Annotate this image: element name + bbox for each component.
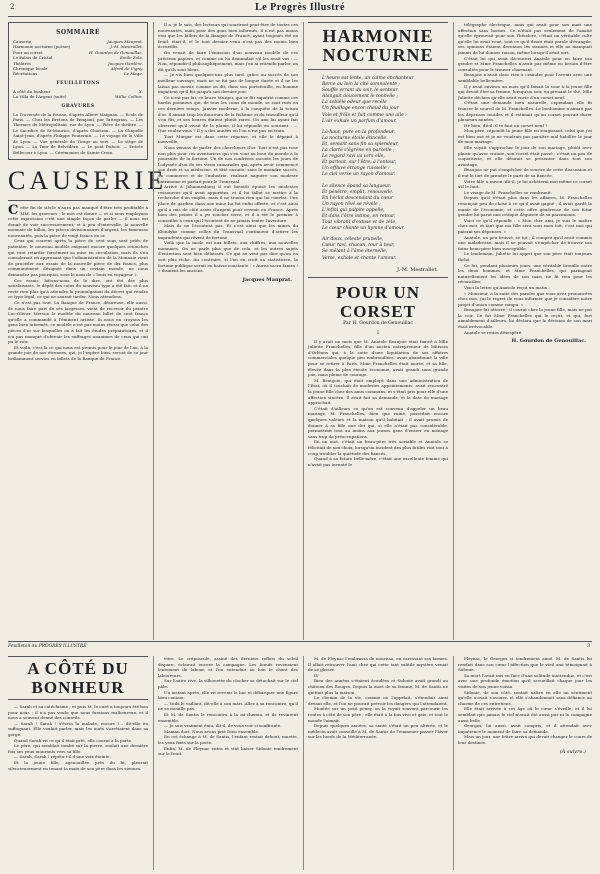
feuilleton-paragraph: Montée sur un petit poney, on la voyait souvent parcourir les routes à côté de son père ; elle était à la fois vive et gaie, et tout le monde l'aimait. xyxy=(308,706,448,723)
poem-line: Et partout, sur l'être, à l'entour, xyxy=(322,160,397,166)
feuilleton-paragraph: Sidonie, de son côté, sentait naître en elle un sentiment qu'elle n'osait s'avouer, et elle s'abandonnait sans défiance au charme de ces entretiens. xyxy=(458,689,592,706)
article-paragraph: C'était d'ailleurs ce qu'on est convenu d'appeler un beau mariage. M. Franchelles, bien que ruiné, possédait encore quelques valeurs et la maison qu'il habitait ; il avait promis de donner à sa fille une dot qui, si elle n'était pas considérable, permettrait tout au moins aux jeunes gens d'entrer en ménage sans trop de préoccupations. xyxy=(308,405,448,439)
feuilleton-paragraph: Sa mort l'avait mis en face d'une solitude inattendue, et c'est avec une profonde émotion qu'il accueillait chaque jour les visites de son jeune voisin. xyxy=(458,672,592,689)
section-rule xyxy=(308,277,448,278)
article-paragraph: télégraphe électrique, mais qui avait pour son mari une affection sans bornes. Ce n'était pas seulement de l'amitié qu'elle éprouvait pour son Théodore, c'était un véritable culte qu'elle lui avait voué, tout ce qu'il disait était parole d'évangile, ses opinions étaient devenues les siennes et elle ne manquait jamais de lui donner raison, même lorsqu'il avait tort. xyxy=(458,22,592,55)
poem-line: Vole et frôle et fuit comme une aile : xyxy=(322,112,407,118)
poem-stanza xyxy=(322,76,448,125)
feuilleton-title: A CÔTÉ DU BONHEUR xyxy=(27,659,129,697)
poem-line: Berce au loin la cité somnolente ; xyxy=(322,82,400,88)
feuilleton-to-be-continued: (À suivre.) xyxy=(559,748,586,755)
article-paragraph: Le lendemain, Juliette lui apprit que son père était toujours fâché. xyxy=(458,251,592,262)
feuilleton-text-3 xyxy=(308,656,448,740)
feuilleton-paragraph: Le père, qui semblait tombé sur la pierre, roulait une dernière fois ses yeux mourants vers sa fille. xyxy=(8,743,148,754)
page-number: 2 xyxy=(10,3,15,11)
poem-stanza xyxy=(322,237,448,261)
toc-row xyxy=(13,94,143,99)
feuilletons-list xyxy=(13,89,143,100)
feuilleton-paragraph: Elle était arrivée à cet âge où le cœur s'éveille, et il lui semblait que jamais le ciel n'avait été aussi pur ni la campagne aussi belle. xyxy=(458,706,592,723)
gravures-text: La Traversée de la Prusse, d'après Albert Maignan. — Ecole de Paris. — Chez les Bretons de Pempoul, par Tattegrain. — Les Thermes du Métropolitain, rue de Lyon. — Pièce de théâtre. — Le Sacrifice de St-Maurice, d'après Chartran. — La Chapelle Saint-Jean, d'après Philippe Pouterain. — Le voyage de la Ville de Lyon. — Vue générale du Tirage au sort. — Le siège de Lyon. — La Tour de Belvédère. — Le pont Dubois. — Entrée Bellecour à Lyon. — Cérémonies de Sainte-Croix. xyxy=(13,111,143,155)
feuilleton-paragraph: Quand Sarah vit ce qu'il était prêt, elle courut à la porte. xyxy=(14,737,133,743)
feuilleton-paragraph: Fleynac, le Georges si tendrement aimé. M. de Santis lui rendait dans son cœur l'affection que le vieil ami témoignait à Sidonie. xyxy=(458,656,592,673)
poem-line: L'infini qui palpite appelle, xyxy=(322,207,385,213)
article-paragraph: Mais ils ne l'écoutent pas. Et c'est ainsi que les mines du Klondyke comme celles du Transvaal continuent d'attirer les imprudents qui rêvent de fortune. xyxy=(158,223,298,240)
feuilleton-text-2 xyxy=(158,656,298,757)
feuilleton-paragraph: Et la jeune fille, agenouillée près du lit, pleurait silencieusement en tenant la main de son père dans les siennes. xyxy=(8,759,148,771)
feuilleton-header xyxy=(8,644,592,654)
column-divider xyxy=(303,22,304,640)
sommaire-title: SOMMAIRE xyxy=(56,29,100,36)
poem-line: Souffle errant du soir, le senteur xyxy=(322,88,398,94)
corset-signature: H. Gourdon de Genouillac. xyxy=(511,338,586,345)
harmonie-signature: J.-M. Mestrallet. xyxy=(397,266,438,273)
poem-stanza xyxy=(322,130,448,179)
poem-line: L'heure est lente, un calme enchanteur xyxy=(322,76,414,81)
poem-stanza xyxy=(322,184,448,233)
poem-line: La clarté s'égrène en parcelle ; xyxy=(322,148,395,154)
poem-line: L'air exhale un parfum d'amour. xyxy=(322,118,397,124)
column-3 xyxy=(308,22,448,467)
poem-line: Un effluve étrange ruisselle : xyxy=(322,166,390,172)
toc-row xyxy=(13,71,143,76)
feuilleton-text-4 xyxy=(458,656,592,746)
feuilleton-paragraph: — Sarah et sa catéchisme ; et puis M. le curé a toujours été bon pour nous ; il n'a pas voulu que nous fussions malheureux, et il nous a souvent donné des conseils. xyxy=(8,704,148,721)
page-header xyxy=(8,2,592,17)
causerie-continuation xyxy=(158,22,298,274)
causerie-para-3: Ce n'est pas tout. La Banque de France, désireuse, elle aussi, de nous faire part de ses largesses, vient de recevoir du peintre Luc-Olivier Merson le modèle du nouveau billet de cent francs qu'elle a commandé à l'éminent artiste. Si nous en croyons les gens bien informés, ce modèle n'est pas moins réussi que celui des pièces d'or sur lesquelles on a fait les études préparatoires, et il n'a pas manqué d'obtenir les suffrages unanimes de ceux qui ont pu le voir. xyxy=(8,300,148,345)
causerie-para-4: Et voilà, c'est là ce qui nous est promis pour le jour de l'an, à la grande joie de nos étrennes, qui, je l'espère bien, seront de ce jour brillamment servies en billets de la Banque de France. xyxy=(8,344,148,361)
corset-byline: Par H. Gourdon de Genouillac xyxy=(343,320,413,326)
poem-line: Alanguit doucement le tonnelle ; xyxy=(322,94,399,100)
poem-line: Le regard ravi va vers elle, xyxy=(322,154,385,160)
article-paragraph: Depuis qu'il n'était plus dans les affaires, M. Franchelles renonçait peu de chose à ce qu'il avait gagné ; il avait gardé la manie de l'économie, et cette offre généreuse de son futur gendre lui parut une critique déguisée de sa parcimonie. xyxy=(458,195,592,218)
toc-entry-title: Pour un corset xyxy=(13,49,43,55)
article-paragraph: Anatole, un peu froissé, se tut ; il comprit qu'il avait commis une maladresse, mais il ne pouvait s'empêcher de trouver son futur beau-père bien susceptible. xyxy=(458,234,592,251)
column-divider xyxy=(453,22,454,640)
feuilleton-paragraph: Depuis quelques années, sa santé s'était un peu altérée, et le médecin avait conseillé à M. de Santis de l'emmener passer l'hiver sur les bords de la Méditerranée. xyxy=(308,723,448,740)
article-paragraph: Ce n'est pas lui, ce brave Murger, qui se fût expatrié comme ces hardis pionniers qui, de tous les coins du monde, se sont rués en ces derniers temps, Janvier moderne, à la conquête de la toison d'or. Il aimait trop les douceurs de la Bohème et du travailleur qu'il s'en fût, et ses heures étaient plutôt rares. Un ami lui ayant fait observer qu'il vivait de la plume, il lui répondit en souriant : — Que voulez-vous ? Il y a des années où l'on n'est pas en train. xyxy=(158,94,298,134)
article-paragraph: — Je vis bien quelques-uns plus tard, grâce au succès de son meilleur ouvrage, mais ne se fut pas de longue durée et il ne les laissa pas moisir, comme on dit, dans son portefeuille, en homme impatient qu'il fut jusqu'à son dernier jour. xyxy=(158,72,298,95)
corset-continuation xyxy=(458,22,592,335)
feuilleton-paragraph: — Je suis vraiment ému, dit-il, de vous voir si souffrante. xyxy=(164,723,282,729)
corset-title: POUR UN CORSET xyxy=(336,282,420,321)
sommaire-box xyxy=(8,22,148,160)
column-4 xyxy=(458,22,592,346)
toc-entry-title: A côté du bonheur xyxy=(13,88,51,94)
causerie-rule xyxy=(8,200,148,202)
article-paragraph: « Monsieur, à la suite des paroles que vous avez prononcées chez moi, j'ai le regret de vous informer que je considère notre projet d'union comme rompu. » xyxy=(458,290,592,307)
poem-line: Se mêlant à l'âme éternelle, xyxy=(322,249,388,255)
article-paragraph: En un mot, c'était un beau-père très sortable et Anatole se félicitait de son choix, lorsqu'un incident des plus futiles vint tout à coup troubler la quiétude des fiancés. xyxy=(308,439,448,456)
feuilleton-paragraph: Georges, lui aussi, avait compris, et il attendait avec impatience le moment de faire sa demande. xyxy=(458,723,592,734)
article-paragraph: Quand à sa future belle-mère, c'était une excellente femme qui n'avait pas inventé le xyxy=(308,456,448,467)
feuilleton-paragraph: — Sarah, Sarah ! répéta-t-il d'une voix éteinte. xyxy=(14,754,111,760)
article-paragraph: M. Beaujoie, qui était employé dans une administration de l'Etat, où il touchait de modestes appointements, avait rencontré la jeune fille chez des amis communs, et s'était pris pour elle d'une affection sincère. Il avait fait sa demande, et la date du mariage approchait. xyxy=(308,377,448,406)
feuilleton-paragraph: Le chemin de la vie, comme on l'appelait, s'étendait ainsi devant elle, et l'on ne pouvait prévoir les dangers qui l'attendaient. xyxy=(308,695,448,706)
toc-entry-title: Théâtres xyxy=(13,60,31,66)
corset-text xyxy=(308,339,448,468)
toc-entry-author: H. Gourdon de Genouillac. xyxy=(89,49,143,55)
column-divider xyxy=(153,22,154,640)
article-paragraph: C'était lui qui avait découvert Anatole pour en faire son gendre et Mme Franchelles n'avait pas même eu besoin d'être consultée pour le trouver charmant. xyxy=(458,55,592,72)
gravures-title: GRAVURES xyxy=(61,103,95,109)
poem-line: Et dans l'être intime, en retour, xyxy=(322,213,396,219)
poem-line: Un rayon rêvé se révèle ; xyxy=(322,201,381,207)
poem-line: Tout vibrant d'extase et de zèle, xyxy=(322,220,397,226)
poem-line: Et, semant sans fin sa splendeur, xyxy=(322,141,399,147)
toc-entry-title: La Villa de l'Argent (suite) xyxy=(13,94,67,100)
poem-line: Un feuillage encor chaud du jour xyxy=(322,106,399,112)
causerie-signature: Jacques Mauprat. xyxy=(242,276,292,283)
poem-line: Verse, exhale et chante l'amour. xyxy=(322,255,397,261)
article-paragraph: Hé bien, dit-il, il te faut un corset neuf ? xyxy=(464,122,548,128)
poem-line: Le ciel verse un rayon d'amour. xyxy=(322,172,396,178)
article-paragraph: Nous venons de parler des chercheurs d'or. Tout n'est pas rose non plus pour ces aventuriers qui s'en vont au bout du monde à la poursuite de la fortune. Un de nos confrères raconte les jours de l'odyssée d'un de ses vieux camarades qui, après avoir commencé son droit et sa médecine, et tâté ensuite, sans le moindre succès, du commerce et de l'industrie, réalisait naguère son modeste patrimoine et partait pour le Transvaal. xyxy=(158,145,298,184)
feuilleton-paragraph: Sur l'autre rive, la silhouette du clocher se détachait sur le ciel pâle. xyxy=(158,678,298,689)
article-paragraph: Voici ce qu'il répondit : « Mon cher ami, je suis le maître chez moi, et tant que ma fille sera sous mon toit, c'est moi qui paierai ses dépenses. » xyxy=(458,217,592,234)
article-paragraph: Le visage de M. Franchelles se rembrunit. xyxy=(464,189,552,195)
poem-line: Là-haut, pure en la profondeur, xyxy=(322,129,395,135)
article-paragraph: Il y avait un mois que M. Anatole Beaujoie était fiancé à Mlle Juliette Franchelles, fille d'un ancien entrepreneur de bâtisses d'Orléans qui, à la suite d'une liquidation de ses affaires commerciales quelque peu embrouillées, avait abandonné la ville pour se retirer à Paris. Mme Franchelles était morte, et sa fille, élevée dans la plus étroite économie, avait grandi sans grande joie, mais pleine de courage. xyxy=(308,338,448,378)
feuilleton-paragraph: IV xyxy=(314,672,319,678)
article-paragraph: Beaujoie n'avait donc rien à craindre pour l'avenir avec une semblable belle-mère. xyxy=(458,72,592,83)
article-paragraph: Mon père, répondit la jeune fille en rougissant, celui que j'ai est bien usé et je ne voudrais pas paraître mal habillée le jour de mon mariage. xyxy=(458,128,592,145)
toc-entry-title: Récréations xyxy=(13,71,38,77)
article-paragraph: C'était une demande bien naturelle, cependant elle fit froncer le sourcil de M. Franchelles. Le bonhomme n'aimait pas les dépenses inutiles et il estimait qu'un corset pouvait durer plusieurs années. xyxy=(458,100,592,123)
toc-entry-title: Causerie xyxy=(13,39,31,44)
corset-part-number: I xyxy=(377,329,379,336)
poem-line: Cœur ravi, chacun, tour à tour, xyxy=(322,243,395,249)
poem-line: Le silence épand sa langueur. xyxy=(322,183,392,189)
feuilleton-paragraph: — Voilà le vaillant, dit-elle à son mari. Allez à sa rencontre, qu'il ne se mouille pas. xyxy=(158,700,298,712)
toc-entry-author: J.-M. Mestrallet. xyxy=(110,44,143,50)
toc-entry-author: Willie Collins. xyxy=(114,94,143,100)
article-paragraph: Tout Murger est dans cette réponse, et elle le dépeint à merveille. xyxy=(158,133,298,145)
feuilleton-column-3 xyxy=(308,656,448,740)
feuilleton-paragraph: — Sarah ! Sarah ! s'écria la malade, encore !... dit-elle en suffoquant. Elle voulait parler, mais les mots s'arrêtaient dans sa gorge. xyxy=(8,720,148,737)
toc-entry-title: Le Palais de Cristal xyxy=(13,55,53,61)
feuilleton-text-1 xyxy=(8,704,148,771)
toc-entry-author: Alfred de Vigny. xyxy=(110,66,143,72)
causerie-title: CAUSERIE xyxy=(8,165,168,195)
article-paragraph: Voici la lettre qu'Anatole reçut un matin : xyxy=(464,284,550,290)
article-paragraph: Il a, je le sais, des lecteurs qui souriront peut-être de toutes ces nouveautés, mais pour des gens bien informés, il n'est pas moins vrai que les billets de la Banque de France, ayant toujours été en froid, était-il, et le tout dernier venu n'est pas des moins bien accueillis. xyxy=(158,22,298,50)
article-paragraph: Voilà que la mode est aux billets, aux chiffres, aux nouvelles monnaies. On ne parle plus que de cela, et les autres sujets d'entretien sont bien délaissés. Ce qui ne veut pas dire qu'on en soit plus riche. Au contraire, si l'on en croit un statisticien, la fortune publique serait en baisse constante : « Aurea sacra fames ! » disaient les anciens. xyxy=(158,240,298,274)
feuilleton-column-2 xyxy=(158,656,298,757)
feuilleton-number: 3 xyxy=(587,644,590,649)
toc-entry-author: Le Mage. xyxy=(124,71,143,77)
article-paragraph: Beaujoie fut atterré ; il courut chez la jeune fille, mais ne put la voir. Ce fut Mme Franchelles qui le reçut, et qui, fort aimablement d'ailleurs, lui déclara que la décision de son mari était irrévocable. xyxy=(458,307,592,330)
feuilleton-paragraph: Mais un jour, une lettre arriva qui devait changer le cours de leur destinée. xyxy=(458,734,592,745)
article-paragraph: Votre fille a raison, dit-il, je lui achèterai moi-même ce corset s'il le faut. xyxy=(458,178,592,190)
poem-line: Air doux, céleste prunelle, xyxy=(322,237,384,243)
column-2 xyxy=(158,22,298,285)
poem-line: Et pénètre, emplit, renouvelle. xyxy=(322,189,394,195)
toc-entry-title: Harmonie nocturne (poésie) xyxy=(13,44,71,50)
toc-entry-author: X. xyxy=(138,88,143,94)
column-divider xyxy=(453,656,454,870)
feuilleton-paragraph: En cet échange à M. de Santis, l'enfant restait debout, muette, les yeux fixés sur la porte. xyxy=(158,734,298,745)
harmonie-title-box xyxy=(308,22,448,70)
article-paragraph: Elle voyait s'approcher le jour de son mariage, plutôt avec plaisir qu'avec crainte, son corset était passé ; c'était un peu de coquetterie, et elle désirait se présenter dans tout son avantage. xyxy=(458,145,592,167)
feuilleton-column-4 xyxy=(458,656,592,757)
feuilleton-label: Feuilleton du PROGRÈS ILLUSTRÉ xyxy=(8,644,87,649)
poem-line: Le cœur chante un hymne d'amour. xyxy=(322,226,405,232)
toc-entry-author: Jacques Gardère. xyxy=(107,60,143,66)
feuilleton-paragraph: vitre. Le crépuscule, assiné des derniers reflets du soleil disparu, éclairait encore la campagne. Les bœufs revenaient lentement du labour, et l'on entendait au loin le chant des laboureurs. xyxy=(158,656,298,678)
feuilleton-paragraph: Bien des années s'étaient écoulées et Sidonie avait grandi au château des Rouges. Depuis la mort de sa femme, M. de Santis ne quittait plus la maison. xyxy=(308,678,448,695)
harmonie-poem xyxy=(322,76,448,262)
feuilleton-paragraph: Et M. de Santis le rencontra à la mi-chemin, et ils revinrent ensemble. xyxy=(158,711,298,723)
article-paragraph: Arrivé à Johannesburg il eut bientôt épuisé les modestes ressources qu'il avait apportées, et il lui fallut se mettre à la recherche d'un emploi, mais il ne trouva rien qui lui convînt. Une place de gardien dans une mine lui fut enfin offerte, et c'est ainsi qu'il a mis de côté assez d'argent pour revenir en France. Après bien des peines il a pu toucher terre, et il a été le premier à conseiller à ceux qui l'écoutent de ne jamais tenter l'aventure. xyxy=(158,184,298,223)
article-paragraph: On venait de faire l'émission d'un nouveau modèle de ces précieux papiers, et comme on lui demandait s'il les avait vus : — Non, répondit-il philosophiquement, mais j'en ai entendu parler, on dit qu'ils sont bleus. xyxy=(158,49,298,72)
causerie-para-1: Ceux qui courent après la pièce de cent sous sont priés de patienter, le nouveau modèle exigeant encore quelques retouches qui vont retarder forcément sa mise en circulation, mais ils s'en consoleront en apprenant que l'administration de la Monnaie vient de procéder aux essais de la nouvelle pièce de dix francs, plus communément désignée dans un certain monde, ne nous demandez pas pourquoi, sous le nom de « louis en voyageur ». xyxy=(8,238,148,278)
sommaire-list xyxy=(13,39,143,77)
feuilleton-paragraph: Un instant après, elle vit revenir le bac et débarquer une figure bien connue. xyxy=(158,689,298,701)
article-paragraph: Beaujoie ne put s'empêcher de sourire de cette discussion et il eut le tort de prendre le parti de sa fiancée. xyxy=(458,167,592,179)
article-paragraph: Il y avait environ un mois qu'il faisait la cour à la jeune fille qui devait être sa femme, lorsqu'un soir, en prenant le thé, Mlle Juliette déclara qu'elle avait envie d'un corset neuf. xyxy=(458,83,592,100)
feuilleton-title-box xyxy=(8,656,148,700)
feuilleton-paragraph: M. de Fleynac l'embrassa de nouveau, en caressant ses larmes. Il allait retrouver l'ami chez qui cette tant subtile mystère venait de se glisser. xyxy=(308,656,448,673)
causerie-para-2: Ces essais, hâtons-nous de le dire, ont été des plus satisfaisants, le dépôt des coins du nouveau type a été fait, et il ne reste rien plus qu'à attendre la promulgation du décret qui rendra ce type légal, ce qui ne saurait tarder. Nous attendons. xyxy=(8,277,148,300)
causerie-dropcap: C xyxy=(8,202,19,218)
column-1 xyxy=(8,22,168,362)
feuilletons-title: FEUILLETONS xyxy=(56,80,100,86)
feuilleton-column-1 xyxy=(8,656,148,771)
column-divider xyxy=(153,656,154,870)
newspaper-page xyxy=(8,0,592,874)
poem-line: La sobièle odeur que recèle xyxy=(322,100,387,106)
harmonie-title: HARMONIE NOCTURNE xyxy=(322,26,434,65)
toc-entry-title: Chronique locale xyxy=(13,66,48,72)
column-divider xyxy=(303,656,304,870)
feuilleton-paragraph: Enfin, M. de Fleynac entra et vint baiser Sidonie tendrement sur le front. xyxy=(158,745,298,757)
toc-entry-author: Jacques Mauprat. xyxy=(107,39,143,44)
feuilleton-rule xyxy=(8,641,592,642)
toc-entry-author: Emile Zola. xyxy=(119,55,143,61)
newspaper-title: Le Progrès Illustré xyxy=(255,2,345,13)
feuilleton-paragraph: Maman dort. Nous avons prié Dieu ensemble. xyxy=(164,728,260,734)
causerie-para-0: Cette fin de siècle n'aura pas manqué d'être très profitable à MM. les graveurs ; le mot est donné — et si nous employons cette expression c'est une simple façon de parler — il nous est donné de voir successivement, et à peu d'intervalle, la nouvelle monnaie de billon, les pièces divisionnaires d'argent, les fameuses nouveautés, puis la pièce de vingt francs en or. xyxy=(8,202,148,238)
poem-line: En l'éclat descendant du cœur xyxy=(322,195,394,201)
article-paragraph: Ce fut, pendant plusieurs jours, une véritable brouille entre les deux hommes, et Mme Franchelles, qui partageait naturellement les idées de son mari, ne fit rien pour les réconcilier. xyxy=(458,262,592,285)
poem-line: La nocturne étoile étincelle. xyxy=(322,135,388,141)
article-paragraph: Anatole se retira désespéré. xyxy=(464,329,523,335)
